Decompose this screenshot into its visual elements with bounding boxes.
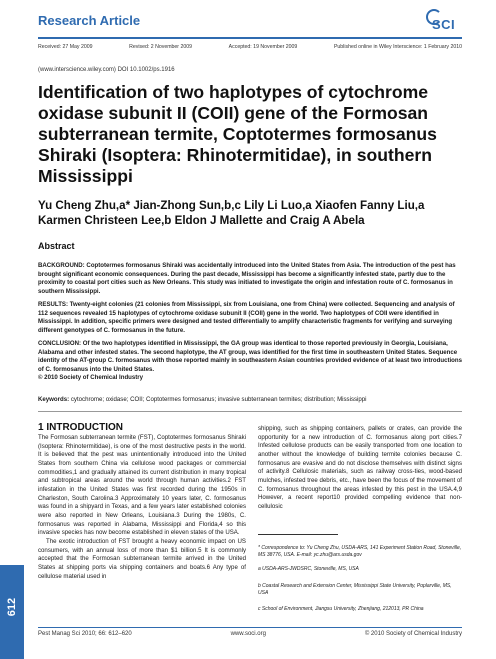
intro-right-column [258, 425, 462, 512]
date-received: Received: 27 May 2009 [38, 44, 93, 50]
intro-left-column [38, 434, 246, 581]
background-text: Coptotermes formosanus Shiraki was accidentally introduced into the United States from Asia. The introduction of the pest has brought significant economic consequences. During the past decade, Mississippi has become a significantly infested state, partly due to the proximity to coastal port cities such as New Orleans. This study was initiated to investigate the origin and infestation route of C. formosanus in southern Mississippi. [38, 262, 456, 295]
date-accepted: Accepted: 19 November 2009 [228, 44, 298, 50]
date-revised: Revised: 2 November 2009 [129, 44, 193, 50]
footnote-rule [258, 534, 338, 535]
conclusion-label: CONCLUSION: [38, 340, 81, 347]
intro-paragraph-1: The Formosan subterranean termite (FST), Coptotermes formosanus Shiraki (Isoptera: Rhinotermitidae), is one of the most destructive pests in the world. It is believed that the pest was unintentionally introduced into the United States from southern China via cellulose wood packages or commercial commodities,1 and gradually attained its current distribution in many tropical and subtropical areas around the world through human activities.2 FST infestation in the United States was first recorded during the 1950s in Charleston, South Carolina.3 Approximately 10 years later, C. formosanus was found in a shipyard in Texas, and a few years later established colonies were also reported in New Orleans, Louisiana.3 During the 1980s, C. formosanus was reported in Alabama, Mississippi and Florida,4 so this invasive species has now become established in eleven states of the USA. [38, 434, 246, 537]
footnote-c: c School of Environment, Jiangsu University, Zhenjiang, 212013, PR China [258, 606, 424, 612]
section-heading-introduction: 1 INTRODUCTION [38, 422, 123, 433]
author-list [38, 198, 468, 228]
page-number-tab [0, 565, 24, 659]
sci-logo [426, 9, 462, 31]
keywords-text: cytochrome; oxidase; COII; Coptotermes formosanus; invasive subterranean termites; distribution; Mississippi [70, 396, 367, 403]
website-link[interactable]: www.soci.org [230, 631, 266, 637]
journal-citation: Pest Manag Sci 2010; 66: 612–620 [38, 631, 132, 637]
abstract-heading: Abstract [38, 241, 75, 251]
doi-line[interactable]: (www.interscience.wiley.com) DOI 10.1002/ps.1916 [38, 67, 175, 73]
keywords-rule [38, 411, 462, 412]
publication-dates [38, 44, 462, 50]
page-number: 612 [6, 597, 18, 617]
footer-rule [38, 627, 462, 628]
abstract-conclusion [38, 340, 462, 383]
author-line-2: Karmen Christeen Lee,b Eldon J Mallette and Craig A Abela [38, 214, 365, 227]
background-label: BACKGROUND: [38, 262, 85, 269]
article-title: Identification of two haplotypes of cytochrome oxidase subunit II (COII) gene of the Formosan subterranean termite, Coptotermes formosanus Shiraki (Isoptera: Rhinotermitidae), in southern Mississippi [38, 82, 437, 186]
abstract-results [38, 301, 462, 335]
abstract-copyright: © 2010 Society of Chemical Industry [38, 374, 144, 382]
header-rule [38, 37, 462, 39]
section-type-label: Research Article [38, 13, 141, 28]
footnote-b: b Coastal Research and Extension Center, Mississippi State University, Poplarville, MS, USA [258, 583, 452, 596]
footnote-a: a USDA-ARS-JWDSRC, Stoneville, MS, USA [258, 566, 359, 572]
date-published: Published online in Wiley Interscience: 1 February 2010 [333, 44, 462, 50]
results-text: Twenty-eight colonies (21 colonies from Mississippi, six from Louisiana, one from China) were collected. Sequencing and analysis of 112 sequences revealed 15 haplotypes of cytochrome oxidase subunit II (COII) gene in the world. Two haplotypes of COII were identified in Mississippi. In addition, specific primers were designed and tested differentially to amplify characteristic fragments for verifying and surveying different genotypes of C. formosanus in the future. [38, 301, 455, 334]
conclusion-text: Of the two haplotypes identified in Mississippi, the GA group was identical to those reported previously in Georgia, Louisiana, Alabama and other infested states. The second haplotype, the AT group, was identified for the first time in southeastern United States. Sequence identity of the AT-group C. formosanus with those reported mainly in southeastern Asian countries provided evidence of at least two introductions of C. formosanus into the United States. [38, 340, 463, 373]
intro-paragraph-2: The exotic introduction of FST brought a heavy economic impact on US consumers, with an annual loss of more than $1 billion.5 It is commonly accepted that the Formosan subterranean termite arrived in the United States at shipping ports via shipping containers and boats.6 Any type of cellulose material used in [38, 537, 246, 580]
logo-text: SCI [432, 17, 456, 32]
author-line-1: Yu Cheng Zhu,a* Jian-Zhong Sun,b,c Lily Li Luo,a Xiaofen Fanny Liu,a [38, 199, 425, 212]
footer-copyright: © 2010 Society of Chemical Industry [364, 631, 462, 637]
keywords-label: Keywords: [38, 396, 70, 403]
abstract-background [38, 262, 462, 296]
keywords [38, 396, 462, 405]
page-footer [38, 631, 462, 637]
intro-paragraph-2-continued: shipping, such as shipping containers, pallets or crates, can provide the opportunity for a new introduction of C. formosanus along port cities.7 Infested cellulose products can be easily transported from one location to another without the knowledge of building termite colonies because C. formosanus are evasive and do not disclose themselves with distinct signs of activity.8 Cellulosic materials, such as railway cross-ties, wood-based mulches, infested tree debris, etc., have been the focus of the movement of C. formosanus throughout the areas infested by this pest in the USA.4,9 However, a recent report10 provided compelling evidence that non-cellulosic [258, 425, 462, 510]
results-label: RESULTS: [38, 301, 69, 308]
footnote-correspondence: * Correspondence to: Yu Cheng Zhu, USDA-ARS, 141 Experiment Station Road, Stoneville, MS 38776, USA. E-mail: yc.zhu@ars.usda.gov [258, 545, 462, 558]
